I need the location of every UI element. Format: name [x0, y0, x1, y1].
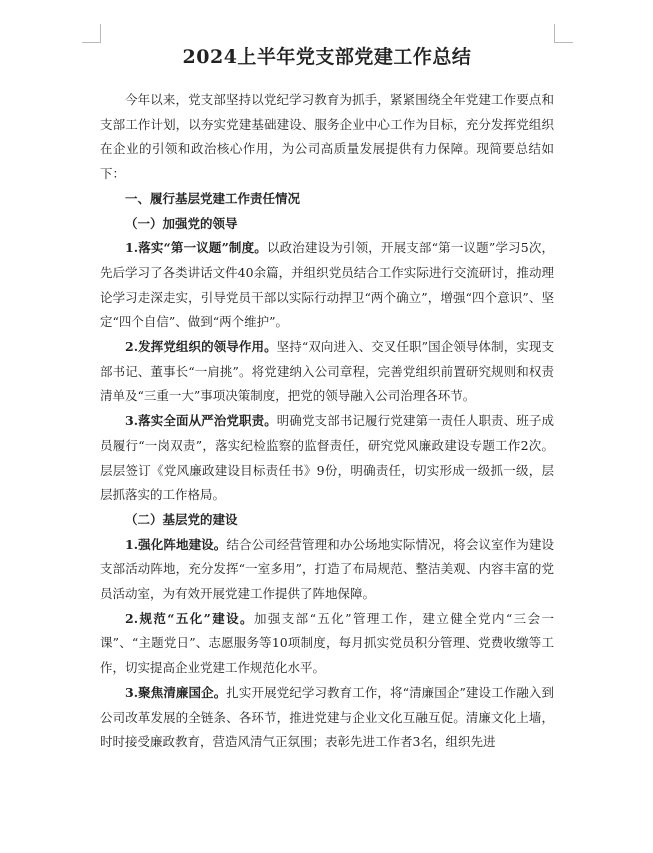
- paragraph-five-standardization: [100, 607, 554, 681]
- paragraph-party-leadership: [100, 335, 554, 409]
- section-1-heading: 一、履行基层党建工作责任情况: [125, 190, 301, 206]
- page-corner-mark-top-right: [554, 24, 573, 43]
- paragraph-lead: 3.落实全面从严治党职责。: [125, 413, 277, 429]
- document-title: 2024上半年党支部党建工作总结: [182, 46, 472, 68]
- paragraph-lead: 1.强化阵地建设。: [125, 536, 227, 552]
- paragraph-body: 坚持“双向进入、交叉任职”国企领导体制，实现支部书记、董事长“一肩挑”。将党建纳入公司章程，完善党组织前置研究规则和权责清单及“三重一大”事项决策制度，把党的领导融入公司治理各环节。: [100, 339, 554, 404]
- page-corner-mark-top-left: [82, 24, 101, 43]
- paragraph-lead: 1.落实“第一议题”制度。: [125, 240, 267, 256]
- paragraph-clean-enterprise: [100, 681, 554, 755]
- paragraph-body: 结合公司经营管理和办公场地实际情况，将会议室作为建设支部活动阵地，充分发挥“一室多用”，打造了布局规范、整洁美观、内容丰富的党员活动室，为有效开展党建工作提供了阵地保障。: [100, 536, 554, 602]
- subsection-1-heading: （一）加强党的领导: [125, 215, 238, 231]
- paragraph-body: 加强支部“五化”管理工作，建立健全党内“三会一课”、“主题党日”、志愿服务等10项制度，每月抓实党员积分管理、党费收缴等工作，切实提高企业党建工作规范化水平。: [100, 610, 554, 676]
- subsection-2-heading: （二）基层党的建设: [125, 511, 238, 527]
- paragraph-strict-governance: [100, 409, 554, 508]
- document-body: [100, 44, 554, 755]
- paragraph-lead: 2.发挥党组织的领导作用。: [125, 339, 277, 355]
- paragraph-first-topic: [100, 236, 554, 335]
- intro-paragraph: 今年以来，党支部坚持以党纪学习教育为抓手，紧紧围绕全年党建工作要点和支部工作计划，以夯实党建基础建设、服务企业中心工作为目标，充分发挥党组织在企业的引领和政治核心作用，为公司高质量发展提供有力保障。现简要总结如下：: [100, 92, 554, 182]
- paragraph-body: 扎实开展党纪学习教育工作，将“清廉国企”建设工作融入到公司改革发展的全链条、各环节，推进党建与企业文化互融互促。清廉文化上墙，时时接受廉政教育，营造风清气正氛围；表彰先进工作者3名，组织先进: [100, 684, 554, 750]
- paragraph-body: 以政治建设为引领，开展支部“第一议题”学习5次，先后学习了各类讲话文件40余篇，并组织党员结合工作实际进行交流研讨，推动理论学习走深走实，引导党员干部以实际行动捍卫“两个确立”，增强“四个意识”、坚定“四个自信”、做到“两个维护”。: [100, 240, 554, 330]
- paragraph-lead: 3.聚焦清廉国企。: [125, 684, 227, 700]
- paragraph-lead: 2.规范“五化”建设。: [125, 610, 254, 626]
- paragraph-body: 明确党支部书记履行党建第一责任人职责、班子成员履行“一岗双责”，落实纪检监察的监督责任，研究党风廉政建设专题工作2次。层层签订《党风廉政建设目标责任书》9份，明确责任，切实形成一级抓一级，层层抓落实的工作格局。: [100, 413, 554, 503]
- paragraph-position-building: [100, 533, 554, 607]
